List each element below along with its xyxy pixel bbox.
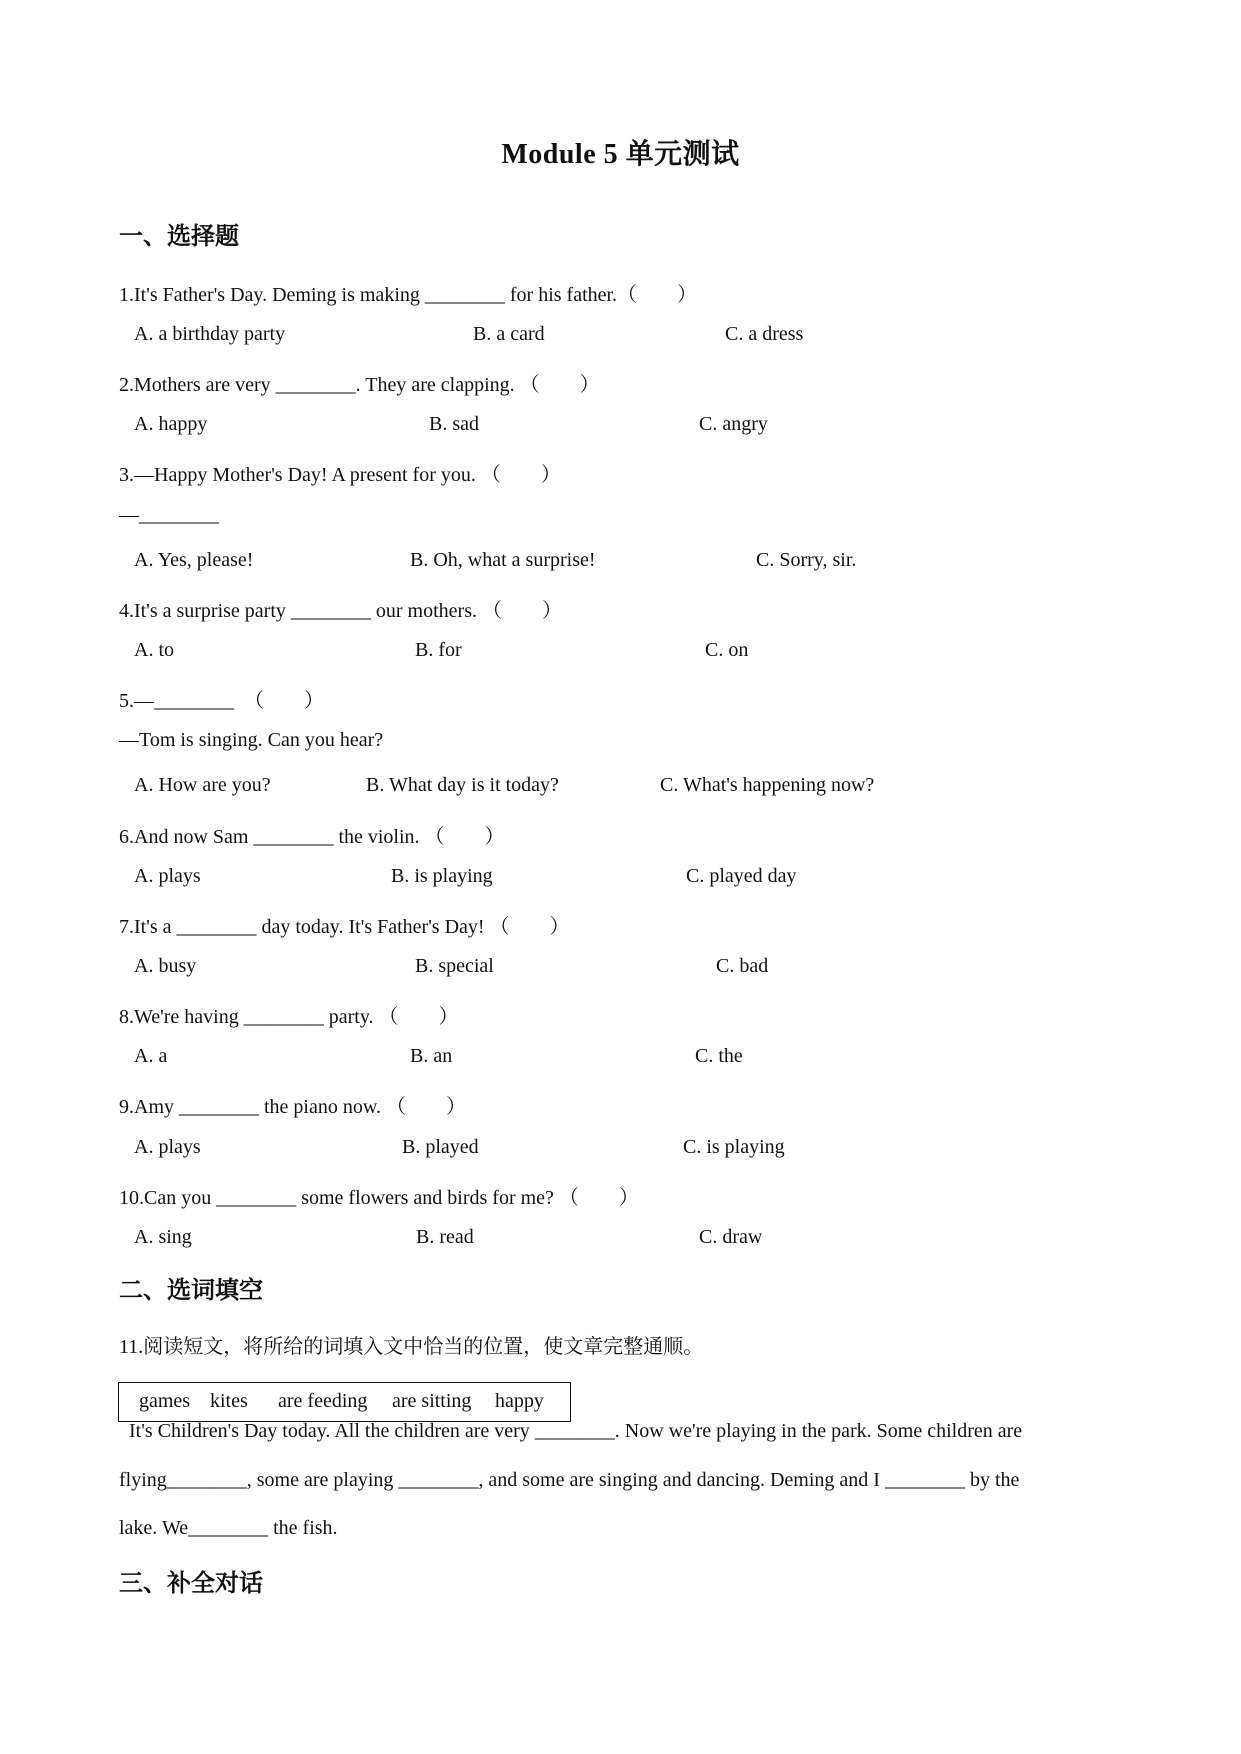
q2-option-a: A. happy: [134, 413, 208, 435]
section-heading-dialogue: 三、补全对话: [119, 1571, 263, 1597]
q7-option-c: C. bad: [716, 955, 769, 977]
q8-option-b: B. an: [410, 1045, 453, 1067]
question-stem-5-reply: —Tom is singing. Can you hear?: [119, 729, 384, 751]
q1-option-c: C. a dress: [725, 323, 804, 345]
q3-option-c: C. Sorry, sir.: [756, 549, 857, 571]
question-stem-4: 4.It's a surprise party ________ our mothers. （ ）: [119, 600, 562, 622]
q5-option-b: B. What day is it today?: [366, 774, 559, 796]
word-bank-item: are sitting: [392, 1390, 472, 1412]
page-title: Module 5 单元测试: [501, 139, 740, 170]
q7-option-b: B. special: [415, 955, 494, 977]
q7-option-a: A. busy: [134, 955, 197, 977]
word-bank-item: kites: [210, 1390, 248, 1412]
word-bank-box: [118, 1382, 571, 1422]
q3-option-b: B. Oh, what a surprise!: [410, 549, 596, 571]
question-stem-2: 2.Mothers are very ________. They are clapping. （ ）: [119, 374, 600, 396]
q10-option-c: C. draw: [699, 1226, 763, 1248]
word-bank-item: happy: [495, 1390, 544, 1412]
q5-option-c: C. What's happening now?: [660, 774, 875, 796]
passage-line-2: flying________, some are playing ________, and some are singing and dancing. Deming and I ________ by the: [119, 1469, 1020, 1491]
q6-option-a: A. plays: [134, 865, 201, 887]
question-stem-5: 5.—________ （ ）: [119, 690, 324, 712]
q3-option-a: A. Yes, please!: [134, 549, 254, 571]
q9-option-a: A. plays: [134, 1136, 201, 1158]
q10-option-b: B. read: [416, 1226, 474, 1248]
question-stem-3: 3.—Happy Mother's Day! A present for you. （ ）: [119, 464, 561, 486]
passage-line-3: lake. We________ the fish.: [119, 1517, 338, 1539]
q9-option-c: C. is playing: [683, 1136, 785, 1158]
fill-instruction: 11.阅读短文，将所给的词填入文中恰当的位置，使文章完整通顺。: [119, 1336, 704, 1358]
q4-option-a: A. to: [134, 639, 174, 661]
question-stem-7: 7.It's a ________ day today. It's Father's Day! （ ）: [119, 916, 570, 938]
question-stem-3-reply: —________: [119, 504, 219, 526]
question-stem-10: 10.Can you ________ some flowers and birds for me? （ ）: [119, 1187, 639, 1209]
q6-option-b: B. is playing: [391, 865, 493, 887]
question-stem-1: 1.It's Father's Day. Deming is making ________ for his father.（ ）: [119, 284, 698, 306]
question-stem-6: 6.And now Sam ________ the violin. （ ）: [119, 826, 505, 848]
q1-option-b: B. a card: [473, 323, 545, 345]
question-stem-8: 8.We're having ________ party. （ ）: [119, 1006, 459, 1028]
q1-option-a: A. a birthday party: [134, 323, 286, 345]
word-bank-item: are feeding: [278, 1390, 368, 1412]
q8-option-a: A. a: [134, 1045, 168, 1067]
passage-line-1: It's Children's Day today. All the children are very ________. Now we're playing in the park. Some children are: [119, 1420, 1023, 1442]
q8-option-c: C. the: [695, 1045, 743, 1067]
word-bank-item: games: [139, 1390, 191, 1412]
q4-option-c: C. on: [705, 639, 749, 661]
question-stem-9: 9.Amy ________ the piano now. （ ）: [119, 1096, 467, 1118]
q9-option-b: B. played: [402, 1136, 479, 1158]
q5-option-a: A. How are you?: [134, 774, 271, 796]
q10-option-a: A. sing: [134, 1226, 192, 1248]
q4-option-b: B. for: [415, 639, 462, 661]
section-heading-choice: 一、选择题: [119, 224, 239, 250]
q2-option-c: C. angry: [699, 413, 768, 435]
section-heading-fill: 二、选词填空: [119, 1278, 263, 1304]
q2-option-b: B. sad: [429, 413, 479, 435]
q6-option-c: C. played day: [686, 865, 797, 887]
